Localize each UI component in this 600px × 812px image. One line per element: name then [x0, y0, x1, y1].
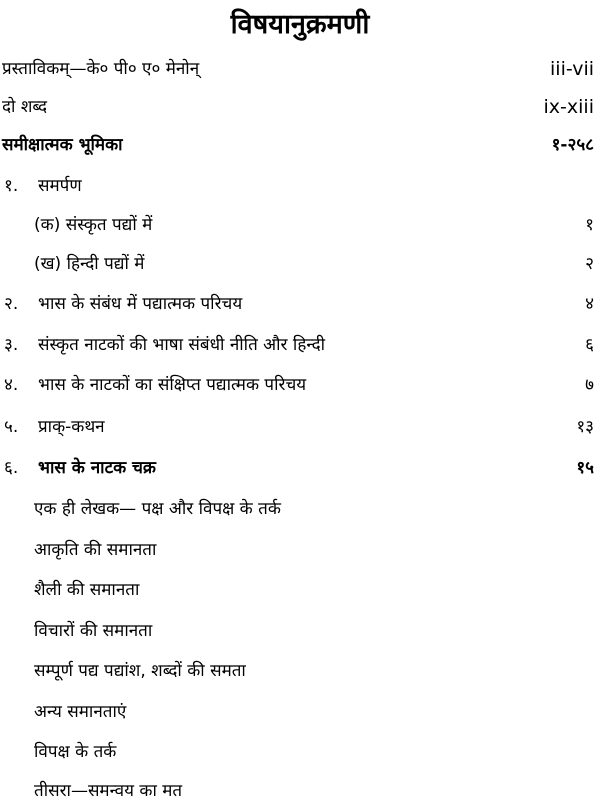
toc-entry-number: ४. — [4, 375, 19, 395]
toc-entry-number: ३. — [4, 335, 19, 355]
toc-subentry-vichar — [0, 611, 600, 651]
toc-entry-page: १५ — [576, 458, 594, 478]
toc-subentry-akriti — [0, 530, 600, 570]
toc-entry-text: समीक्षात्मक भूमिका — [2, 135, 123, 155]
toc-entry-text: प्राक्-कथन — [38, 417, 105, 437]
toc-entry-page: iii-vii — [550, 58, 594, 80]
toc-entry-do-shabd — [0, 87, 600, 127]
toc-entry-natak-chakra — [0, 448, 600, 488]
toc-entry-text: भास के संबंध में पद्यात्मक परिचय — [38, 294, 243, 314]
toc-entry-text: समर्पण — [38, 176, 82, 196]
toc-subentry-anya — [0, 692, 600, 732]
toc-subentry-samata — [0, 651, 600, 691]
toc-subentry-ek-lekhak — [0, 489, 600, 529]
toc-subentry-shaili — [0, 570, 600, 610]
toc-entry-text: (ख) हिन्दी पद्यों में — [34, 254, 145, 274]
toc-entry-text: दो शब्द — [2, 97, 48, 117]
toc-entry-number: १. — [4, 176, 19, 196]
toc-subentry-samanvay — [0, 771, 600, 811]
toc-entry-text: भास के नाटक चक्र — [38, 458, 156, 478]
toc-entry-prak-kathan — [0, 407, 600, 447]
toc-entry-samarpan — [0, 166, 600, 206]
toc-entry-bhas-parichay — [0, 284, 600, 324]
toc-entry-page: २ — [585, 254, 594, 274]
toc-entry-natak-parichay — [0, 365, 600, 405]
toc-entry-number: ६. — [4, 458, 19, 478]
toc-entry-bhumika — [0, 125, 600, 165]
toc-entry-page: ix-xiii — [543, 96, 594, 118]
toc-entry-text: विपक्ष के तर्क — [34, 742, 117, 762]
toc-subentry-hindi — [0, 244, 600, 284]
toc-entry-page: ७ — [585, 375, 594, 395]
page-title: विषयानुक्रमणी — [230, 9, 370, 40]
toc-subentry-sanskrit — [0, 205, 600, 245]
toc-entry-bhasha-niti — [0, 325, 600, 365]
toc-subentry-vipaksh — [0, 732, 600, 772]
toc-entry-page: १ — [585, 215, 594, 235]
toc-entry-page: १-२५८ — [551, 135, 594, 155]
toc-entry-number: २. — [4, 294, 19, 314]
toc-entry-page: ४ — [585, 294, 594, 314]
toc-entry-text: विचारों की समानता — [34, 621, 153, 641]
toc-entry-text: शैली की समानता — [34, 580, 140, 600]
toc-entry-text: प्रस्ताविकम्—के० पी० ए० मेनोन् — [2, 59, 200, 79]
toc-entry-page: ६ — [585, 335, 594, 355]
toc-entry-text: सम्पूर्ण पद्य पद्यांश, शब्दों की समता — [34, 661, 246, 681]
toc-entry-text: एक ही लेखक— पक्ष और विपक्ष के तर्क — [34, 499, 281, 519]
toc-entry-number: ५. — [4, 417, 19, 437]
toc-entry-page: १३ — [576, 417, 594, 437]
toc-entry-text: आकृति की समानता — [34, 540, 157, 560]
toc-entry-text: संस्कृत नाटकों की भाषा संबंधी नीति और हिन्दी — [38, 335, 326, 355]
toc-entry-text: तीसरा—समन्वय का मत — [34, 781, 183, 801]
toc-entry-prastavikam — [0, 49, 600, 89]
toc-entry-text: अन्य समानताएं — [34, 702, 127, 722]
toc-entry-text: भास के नाटकों का संक्षिप्त पद्यात्मक परिचय — [38, 375, 307, 395]
toc-entry-text: (क) संस्कृत पद्यों में — [34, 215, 153, 235]
